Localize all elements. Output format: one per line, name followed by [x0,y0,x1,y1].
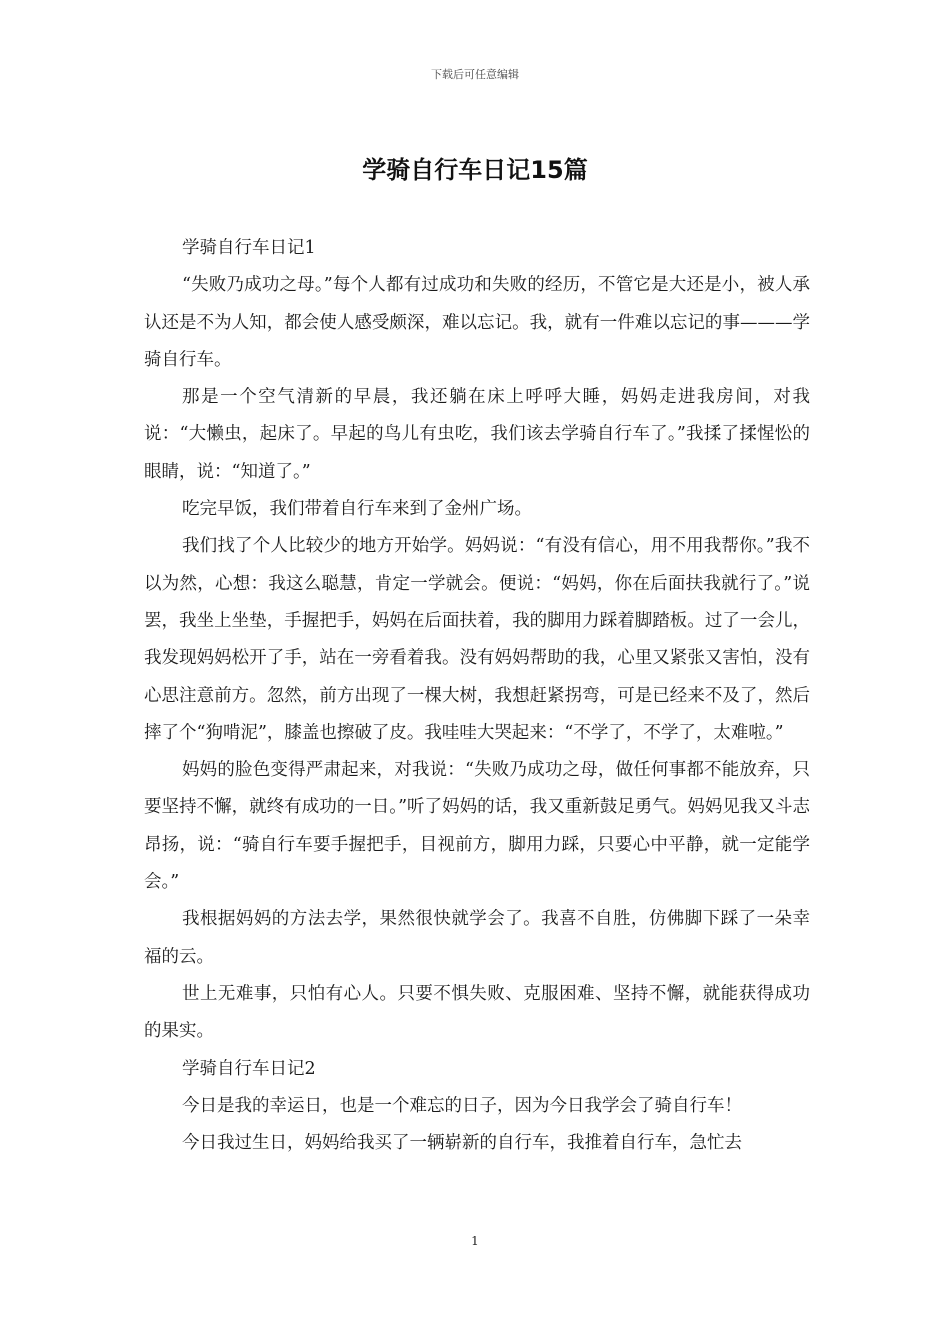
paragraph: 妈妈的脸色变得严肃起来，对我说：“失败乃成功之母，做任何事都不能放弃，只要坚持不懈，就终有成功的一日。”听了妈妈的话，我又重新鼓足勇气。妈妈见我又斗志昂扬，说：“骑自行车要手握把手，目视前方，脚用力踩，只要心中平静，就一定能学会。” [144,760,810,893]
page-header: 下载后可任意编辑 [431,68,519,81]
paragraph: 我们找了个人比较少的地方开始学。妈妈说：“有没有信心，用不用我帮你。”我不以为然，心想：我这么聪慧，肯定一学就会。便说：“妈妈，你在后面扶我就行了。”说罢，我坐上坐垫，手握把手，妈妈在后面扶着，我的脚用力踩着脚踏板。过了一会儿，我发现妈妈松开了手，站在一旁看着我。没有妈妈帮助的我，心里又紧张又害怕，没有心思注意前方。忽然，前方出现了一棵大树，我想赶紧拐弯，可是已经来不及了，然后摔了个“狗啃泥”，膝盖也擦破了皮。我哇哇大哭起来：“不学了，不学了，太难啦。” [144,536,810,743]
section-heading: 学骑自行车日记2 [182,1058,316,1079]
paragraph: 那是一个空气清新的早晨，我还躺在床上呼呼大睡，妈妈走进我房间，对我说：“大懒虫，起床了。早起的鸟儿有虫吃，我们该去学骑自行车了。”我揉了揉惺忪的眼睛，说：“知道了。” [144,387,810,482]
paragraph: 吃完早饭，我们带着自行车来到了金州广场。 [182,499,532,520]
paragraph: 今日是我的幸运日，也是一个难忘的日子，因为今日我学会了骑自行车！ [182,1095,742,1116]
document-body [144,230,810,1162]
document-title: 学骑自行车日记15篇 [362,156,588,184]
section-heading: 学骑自行车日记1 [182,238,316,258]
page-number: 1 [471,1234,479,1248]
paragraph: “失败乃成功之母。”每个人都有过成功和失败的经历，不管它是大还是小，被人承认还是不为人知，都会使人感受颇深，难以忘记。我，就有一件难以忘记的事———学骑自行车。 [144,275,810,370]
paragraph: 今日我过生日，妈妈给我买了一辆崭新的自行车，我推着自行车，急忙去 [182,1133,742,1154]
paragraph: 世上无难事，只怕有心人。只要不惧失败、克服困难、坚持不懈，就能获得成功的果实。 [144,983,810,1042]
paragraph: 我根据妈妈的方法去学，果然很快就学会了。我喜不自胜，仿佛脚下踩了一朵幸福的云。 [144,909,810,967]
